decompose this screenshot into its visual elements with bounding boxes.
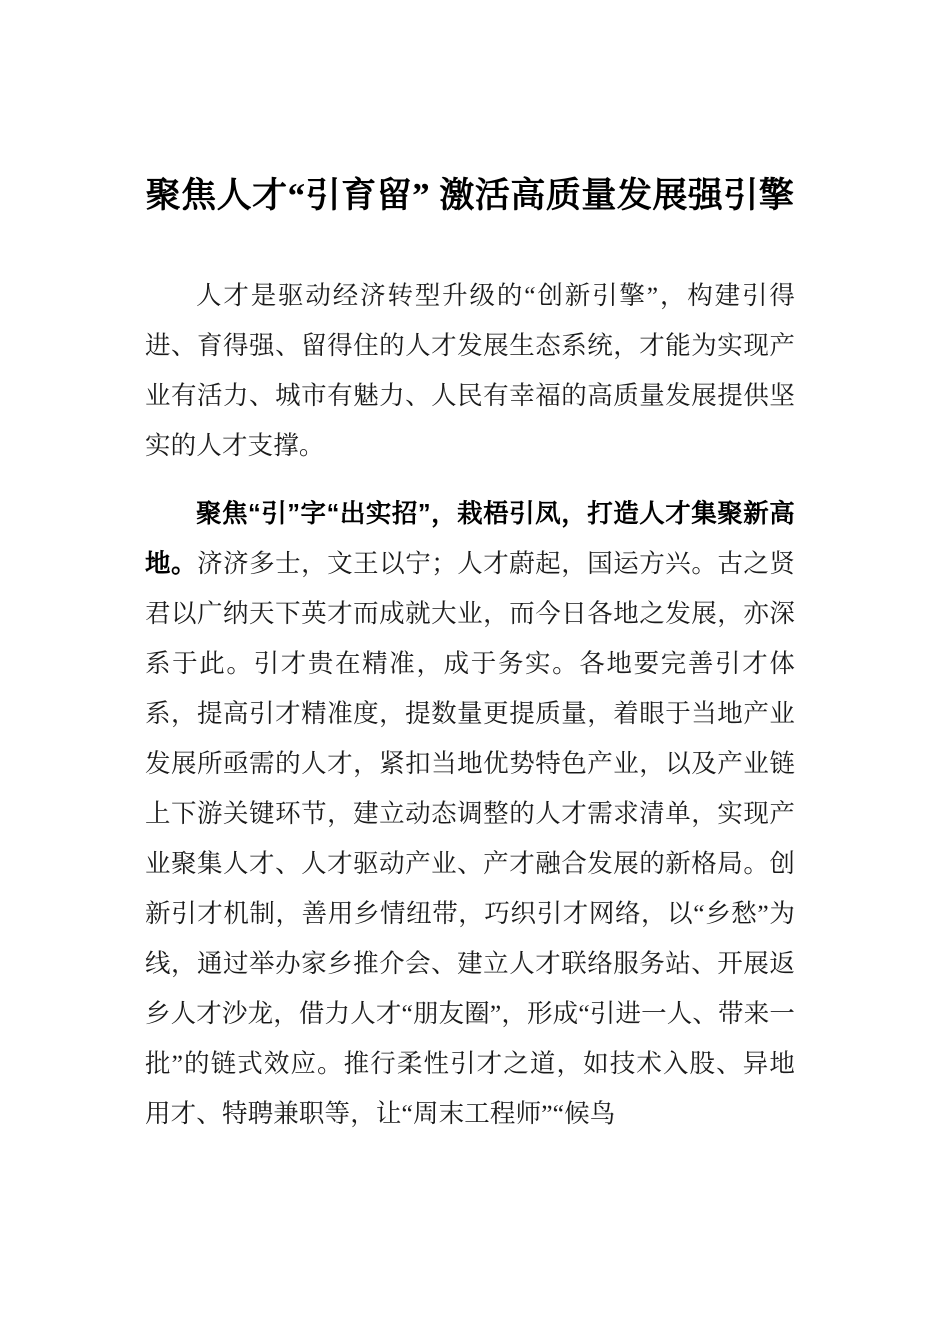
page-title: 聚焦人才“引育留” 激活高质量发展强引擎	[145, 176, 795, 215]
document-text-column	[145, 0, 795, 1139]
paragraph-intro: 人才是驱动经济转型升级的“创新引擎”，构建引得进、育得强、留得住的人才发展生态系统，才能为实现产业有活力、城市有魅力、人民有幸福的高质量发展提供坚实的人才支撑。	[145, 281, 795, 460]
paragraph-lead-in: 聚焦“引”字“出实招”，栽梧引凤，打造人才集聚新高地。	[145, 500, 795, 578]
paragraph-section-one	[145, 489, 795, 1139]
paragraph-body-run: 济济多士，文王以宁；人才蔚起，国运方兴。古之贤君以广纳天下英才而成就大业，而今日各地之发展，亦深系于此。引才贵在精准，成于务实。各地要完善引才体系，提高引才精准度，提数量更提质量，着眼于当地产业发展所亟需的人才，紧扣当地优势特色产业，以及产业链上下游关键环节，建立动态调整的人才需求清单，实现产业聚集人才、人才驱动产业、产才融合发展的新格局。创新引才机制，善用乡情纽带，巧织引才网络，以“乡愁”为线，通过举办家乡推介会、建立人才联络服务站、开展返乡人才沙龙，借力人才“朋友圈”，形成“引进一人、带来一批”的链式效应。推行柔性引才之道，如技术入股、异地用才、特聘兼职等，让“周末工程师”“候鸟	[145, 549, 796, 1128]
